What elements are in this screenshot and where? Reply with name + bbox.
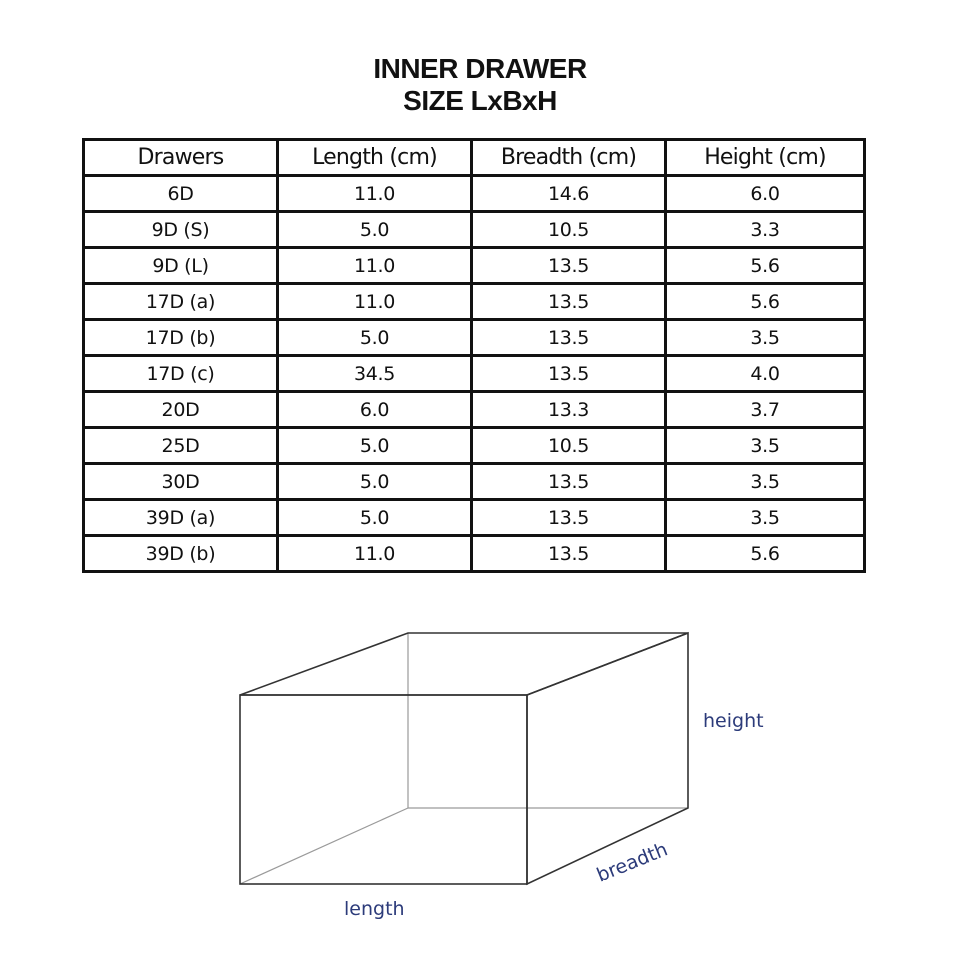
cell-length: 11.0 — [279, 537, 473, 570]
cell-height: 3.5 — [667, 321, 863, 357]
cell-length: 11.0 — [279, 249, 473, 285]
cell-drawers: 6D — [85, 177, 279, 213]
title-line-2: SIZE LxBxH — [403, 85, 557, 116]
drawer-size-table — [82, 138, 866, 573]
cell-height: 5.6 — [667, 249, 863, 285]
table-row — [85, 213, 863, 249]
table-header-row — [85, 141, 863, 177]
cell-drawers: 9D (S) — [85, 213, 279, 249]
cell-drawers: 30D — [85, 465, 279, 501]
cell-height: 3.5 — [667, 429, 863, 465]
cell-length: 5.0 — [279, 501, 473, 537]
cell-drawers: 39D (b) — [85, 537, 279, 570]
cell-height: 3.5 — [667, 465, 863, 501]
cell-breadth: 13.3 — [473, 393, 667, 429]
cell-breadth: 14.6 — [473, 177, 667, 213]
header-length: Length (cm) — [279, 141, 473, 177]
cell-height: 3.7 — [667, 393, 863, 429]
drawer-box-diagram — [0, 600, 960, 940]
cell-height: 3.3 — [667, 213, 863, 249]
cell-height: 4.0 — [667, 357, 863, 393]
box-top-face — [240, 633, 688, 695]
cell-length: 5.0 — [279, 429, 473, 465]
cell-breadth: 13.5 — [473, 285, 667, 321]
cell-length: 5.0 — [279, 465, 473, 501]
cell-height: 5.6 — [667, 285, 863, 321]
length-label: length — [344, 898, 405, 920]
cell-height: 5.6 — [750, 542, 780, 565]
cell-drawers: 17D (c) — [85, 357, 279, 393]
cell-length: 34.5 — [279, 357, 473, 393]
table-row — [85, 249, 863, 285]
cell-breadth: 13.5 — [473, 537, 667, 570]
header-drawers: Drawers — [85, 141, 279, 177]
table-row — [85, 177, 863, 213]
cell-length: 5.0 — [279, 321, 473, 357]
cell-breadth: 10.5 — [473, 213, 667, 249]
title-line-1: INNER DRAWER — [373, 53, 587, 84]
header-height: Height (cm) — [667, 141, 863, 177]
cell-height: 3.5 — [667, 501, 863, 537]
cell-length: 11.0 — [279, 285, 473, 321]
cell-drawers: 9D (L) — [85, 249, 279, 285]
cell-drawers: 25D — [85, 429, 279, 465]
cell-height: 6.0 — [667, 177, 863, 213]
header-breadth: Breadth (cm) — [473, 141, 667, 177]
cell-drawers: 39D (a) — [85, 501, 279, 537]
box-front-face — [240, 695, 527, 884]
cell-breadth: 13.5 — [473, 249, 667, 285]
cell-drawers: 17D (b) — [85, 321, 279, 357]
cell-breadth: 13.5 — [473, 501, 667, 537]
cell-breadth: 13.5 — [473, 321, 667, 357]
table-row — [85, 285, 863, 321]
height-label: height — [703, 710, 764, 732]
cell-length: 11.0 — [279, 177, 473, 213]
cell-breadth: 13.5 — [473, 465, 667, 501]
cell-breadth: 13.5 — [473, 357, 667, 393]
table-row — [85, 321, 863, 357]
table-row — [85, 465, 863, 501]
cell-drawers: 17D (a) — [85, 285, 279, 321]
table-row — [85, 393, 863, 429]
cell-drawers: 20D — [85, 393, 279, 429]
cell-length: 5.0 — [279, 213, 473, 249]
breadth-label: breadth — [593, 838, 671, 887]
cell-length: 6.0 — [279, 393, 473, 429]
box-hidden-edge-depth — [240, 808, 408, 884]
table-row — [85, 357, 863, 393]
table-row — [85, 429, 863, 465]
table-row — [85, 537, 863, 570]
cell-breadth: 10.5 — [473, 429, 667, 465]
table-row — [85, 501, 863, 537]
